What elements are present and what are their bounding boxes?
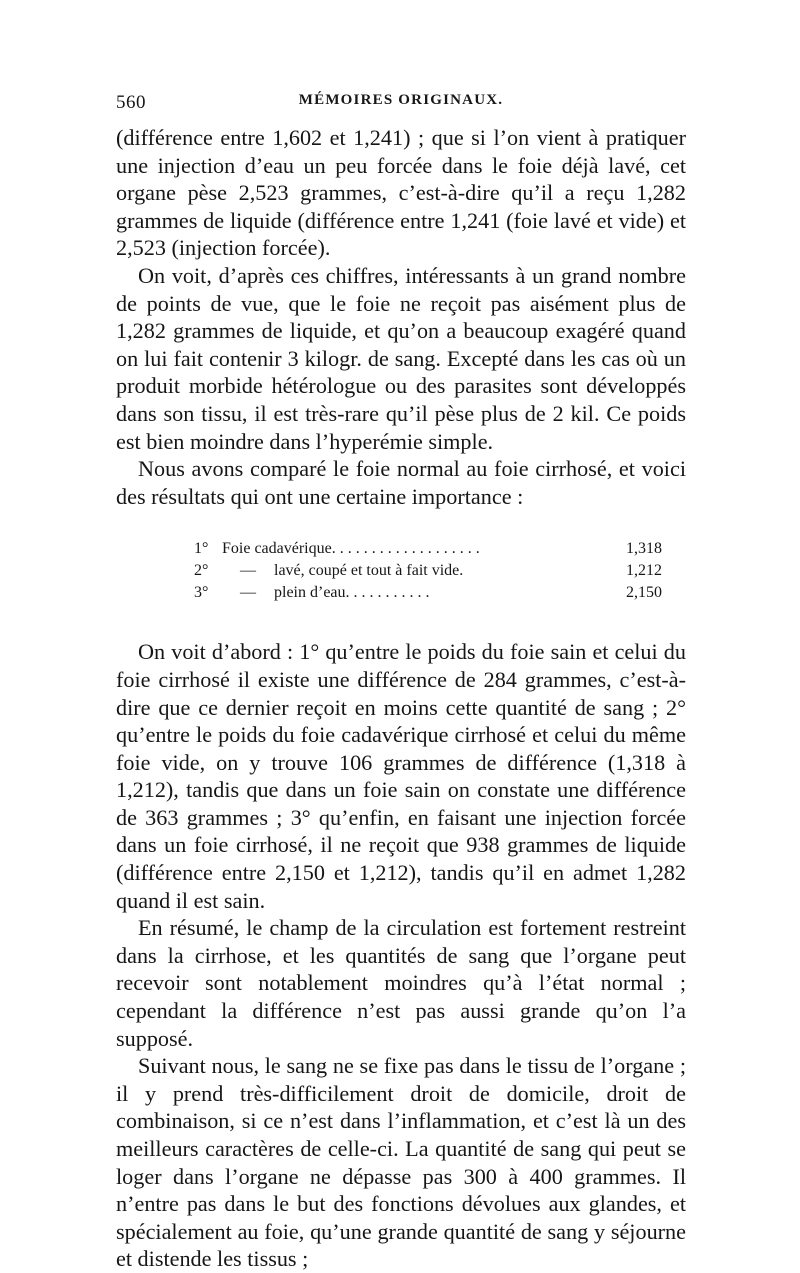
table-row xyxy=(116,582,686,604)
weights-table xyxy=(116,538,686,604)
page-header xyxy=(116,92,686,118)
paragraph-conclusion: Suivant nous, le sang ne se fixe pas dans le tissu de l’organe ; il y prend très-difficilement droit de domicile, droit de combinaison, si ce n’est dans l’inflammation, et c’est là un des meilleurs caractères de celle-ci. La quantité de sang qui peut se loger dans l’organe ne dépasse pas 300 à 400 grammes. Il n’entre pas dans le but des fonctions dévolues aux glandes, et spécialement au foie, qu’une grande quantité de sang y séjourne et distende les tissus ; xyxy=(116,1053,686,1272)
row-ordinal: 1° xyxy=(194,540,209,558)
row-value: 1,318 xyxy=(626,540,662,558)
row-ordinal: 3° xyxy=(194,584,209,602)
table-row xyxy=(116,538,686,560)
paragraph-figures-discussion: On voit, d’après ces chiffres, intéressants à un grand nombre de points de vue, que le foie ne reçoit pas aisément plus de 1,282 grammes de liquide, et qu’on a beaucoup exagéré quand on lui fait contenir 3 kilogr. de sang. Excepté dans les cas où un produit morbide hétérologue ou des parasites sont développés dans son tissu, il est très-rare qu’il pèse plus de 2 kil. Ce poids est bien moindre dans l’hyperémie simple. xyxy=(116,262,686,454)
page-number: 560 xyxy=(116,92,146,113)
row-label: lavé, coupé et tout à fait vide. xyxy=(274,562,464,580)
row-label: plein d’eau. . . . . . . . . . . xyxy=(274,584,430,602)
paragraph-continuation: (différence entre 1,602 et 1,241) ; que si l’on vient à pratiquer une injection d’eau un peu forcée dans le foie déjà lavé, cet organe pèse 2,523 grammes, c’est-à-dire qu’il a reçu 1,282 grammes de liquide (différence entre 1,241 (foie lavé et vide) et 2,523 (injection forcée). xyxy=(116,125,686,261)
row-ditto-dash: — xyxy=(240,562,256,580)
paragraph-summary: En résumé, le champ de la circulation est fortement restreint dans la cirrhose, et les quantités de sang que l’organe peut recevoir sont notablement moindres qu’à l’état normal ; cependant la différence n’est pas aussi grande qu’on l’a supposé. xyxy=(116,915,686,1051)
row-ditto-dash: — xyxy=(240,584,256,602)
paragraph-first-observation: On voit d’abord : 1° qu’entre le poids du foie sain et celui du foie cirrhosé il existe une différence de 284 grammes, c’est-à-dire que ce dernier reçoit en moins cette quantité de sang ; 2° qu’entre le poids du foie cadavérique cirrhosé et celui du même foie vide, on y trouve 106 grammes de différence (1,318 à 1,212), tandis que dans un foie sain on constate une différence de 363 grammes ; 3° qu’enfin, en faisant une injection forcée dans un foie cirrhosé, il ne reçoit que 938 grammes de liquide (différence entre 2,150 et 1,212), tandis qu’il en admet 1,282 quand il est sain. xyxy=(116,639,686,913)
paragraph-comparison-intro: Nous avons comparé le foie normal au foie cirrhosé, et voici des résultats qui ont une certaine importance : xyxy=(116,456,686,509)
running-head: MÉMOIRES ORIGINAUX. xyxy=(298,92,504,108)
book-page xyxy=(116,92,686,1273)
row-label: Foie cadavérique. . . . . . . . . . . . . . . . . . . xyxy=(222,540,480,558)
row-ordinal: 2° xyxy=(194,562,209,580)
row-value: 2,150 xyxy=(626,584,662,602)
row-value: 1,212 xyxy=(626,562,662,580)
table-row xyxy=(116,560,686,582)
